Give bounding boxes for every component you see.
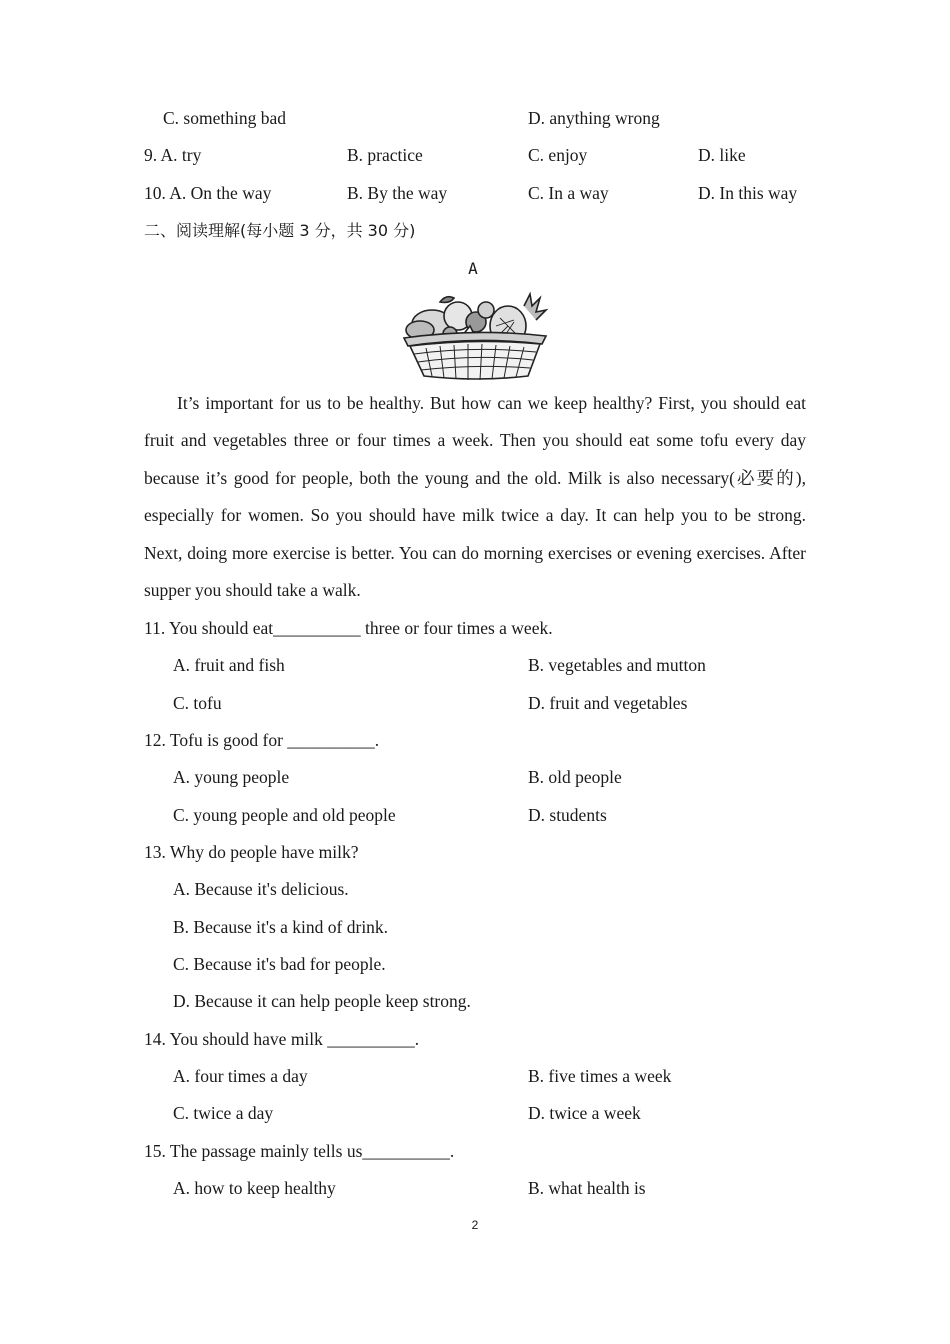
q9-option-c: C. enjoy [528,145,588,165]
q13-stem: 13. Why do people have milk? [144,842,359,862]
q14-option-d: D. twice a week [528,1103,641,1123]
page-number: 2 [471,1218,479,1232]
q11-option-a: A. fruit and fish [173,655,285,675]
q11-stem: 11. You should eat__________ three or four times a week. [144,618,553,638]
q14-option-a: A. four times a day [173,1066,308,1086]
q15-option-a: A. how to keep healthy [173,1178,336,1198]
q12-option-b: B. old people [528,767,622,787]
q9-option-b: B. practice [347,145,423,165]
passage-text: It’s important for us to be healthy. But how can we keep healthy? First, you should eat fruit and vegetables three or four times a week. Then you should eat some tofu every day because it’s good for people, both the young and the old. Milk is also necessary(必要的), especially for women. So you should have milk twice a day. It can help you to be strong. Next, doing more exercise is better. You can do morning exercises or evening exercises. After supper you should take a walk. [144,393,806,601]
section-heading: 二、阅读理解(每小题 3 分，共 30 分) [144,221,416,240]
q12-stem: 12. Tofu is good for __________. [144,730,380,750]
q10-option-d: D. In this way [698,183,798,203]
fruit-basket-image [396,288,556,384]
q12-option-d: D. students [528,805,607,825]
q8-option-d: D. anything wrong [528,108,660,128]
q15-option-b: B. what health is [528,1178,646,1198]
q10-option-c: C. In a way [528,183,609,203]
passage-label: A [468,259,478,278]
q14-stem: 14. You should have milk __________. [144,1029,420,1049]
q11-option-c: C. tofu [173,693,222,713]
q13-option-c: C. Because it's bad for people. [173,954,386,974]
q14-option-b: B. five times a week [528,1066,672,1086]
q9-option-a: 9. A. try [144,145,202,165]
q14-option-c: C. twice a day [173,1103,274,1123]
q8-option-c: C. something bad [163,108,286,128]
q10-option-b: B. By the way [347,183,448,203]
q9-option-d: D. like [698,145,746,165]
q11-option-d: D. fruit and vegetables [528,693,688,713]
q10-option-a: 10. A. On the way [144,183,272,203]
reading-passage [144,385,806,609]
q11-option-b: B. vegetables and mutton [528,655,706,675]
q13-option-d: D. Because it can help people keep strong. [173,991,471,1011]
q12-option-a: A. young people [173,767,290,787]
q12-option-c: C. young people and old people [173,805,396,825]
q15-stem: 15. The passage mainly tells us__________. [144,1141,455,1161]
q13-option-b: B. Because it's a kind of drink. [173,917,389,937]
q13-option-a: A. Because it's delicious. [173,879,349,899]
